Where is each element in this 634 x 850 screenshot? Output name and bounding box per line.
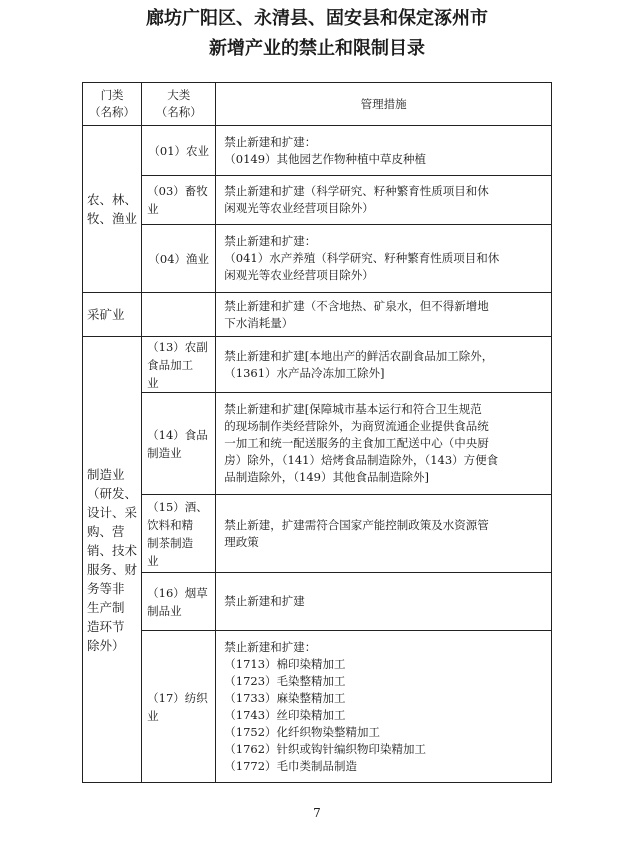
table-row (83, 631, 552, 783)
table-row (83, 126, 552, 176)
restriction-table (82, 82, 552, 783)
dalei-cell: （04）渔业 (142, 225, 216, 293)
measure-cell: 禁止新建和扩建（不含地热、矿泉水，但不得新增地 下水消耗量） (216, 293, 552, 337)
measure-cell: 禁止新建和扩建： （041）水产养殖（科学研究、籽种繁育性质项目和休 闲观光等农业经营项目除外） (216, 225, 552, 293)
table-header-row (83, 83, 552, 126)
page-number: 7 (313, 806, 321, 820)
measure-cell: 禁止新建和扩建（科学研究、籽种繁育性质项目和休 闲观光等农业经营项目除外） (216, 176, 552, 225)
title-line-2: 新增产业的禁止和限制目录 (209, 38, 425, 59)
header-measures: 管理措施 (216, 83, 552, 126)
menlei-agri: 农、林、 牧、渔业 (83, 126, 142, 293)
table-row (83, 225, 552, 293)
measure-cell: 禁止新建和扩建 (216, 573, 552, 631)
table-row (83, 393, 552, 495)
dalei-cell: （17）纺织 业 (142, 631, 216, 783)
measure-cell: 禁止新建，扩建需符合国家产能控制政策及水资源管 理政策 (216, 495, 552, 573)
title-line-1: 廊坊广阳区、永清县、固安县和保定涿州市 (146, 8, 488, 29)
measure-cell: 禁止新建和扩建[本地出产的鲜活农副食品加工除外， （1361）水产品冷冻加工除外] (216, 337, 552, 393)
dalei-cell: （15）酒、 饮料和精 制茶制造 业 (142, 495, 216, 573)
dalei-cell: （16）烟草 制品业 (142, 573, 216, 631)
header-menlei: 门类 （名称） (83, 83, 142, 126)
table-row (83, 573, 552, 631)
dalei-cell: （03）畜牧 业 (142, 176, 216, 225)
dalei-cell: （13）农副 食品加工 业 (142, 337, 216, 393)
table-row (83, 293, 552, 337)
table-row (83, 495, 552, 573)
header-dalei: 大类 （名称） (142, 83, 216, 126)
dalei-cell: （14）食品 制造业 (142, 393, 216, 495)
measure-cell: 禁止新建和扩建[保障城市基本运行和符合卫生规范 的现场制作类经营除外，为商贸流通企业提供食品统 一加工和统一配送服务的主食加工配送中心（中央厨 房）除外，（141）焙烤食品制造除外，（143）方便食 品制造除外，（149）其他食品制造除外] (216, 393, 552, 495)
dalei-cell: （01）农业 (142, 126, 216, 176)
table-row (83, 176, 552, 225)
measure-cell: 禁止新建和扩建： （0149）其他园艺作物种植中草皮种植 (216, 126, 552, 176)
menlei-mining: 采矿业 (83, 293, 142, 337)
dalei-cell-empty (142, 293, 216, 337)
menlei-manufacturing: 制造业 （研发、 设计、采 购、营 销、技术 服务、财 务等非 生产制 造环节 除外） (83, 337, 142, 783)
table-row (83, 337, 552, 393)
measure-cell: 禁止新建和扩建： （1713）棉印染精加工 （1723）毛染整精加工 （1733）麻染整精加工 （1743）丝印染精加工 （1752）化纤织物染整精加工 （1762）针织或钩针编织物印染精加工 （1772）毛巾类制品制造 (216, 631, 552, 783)
